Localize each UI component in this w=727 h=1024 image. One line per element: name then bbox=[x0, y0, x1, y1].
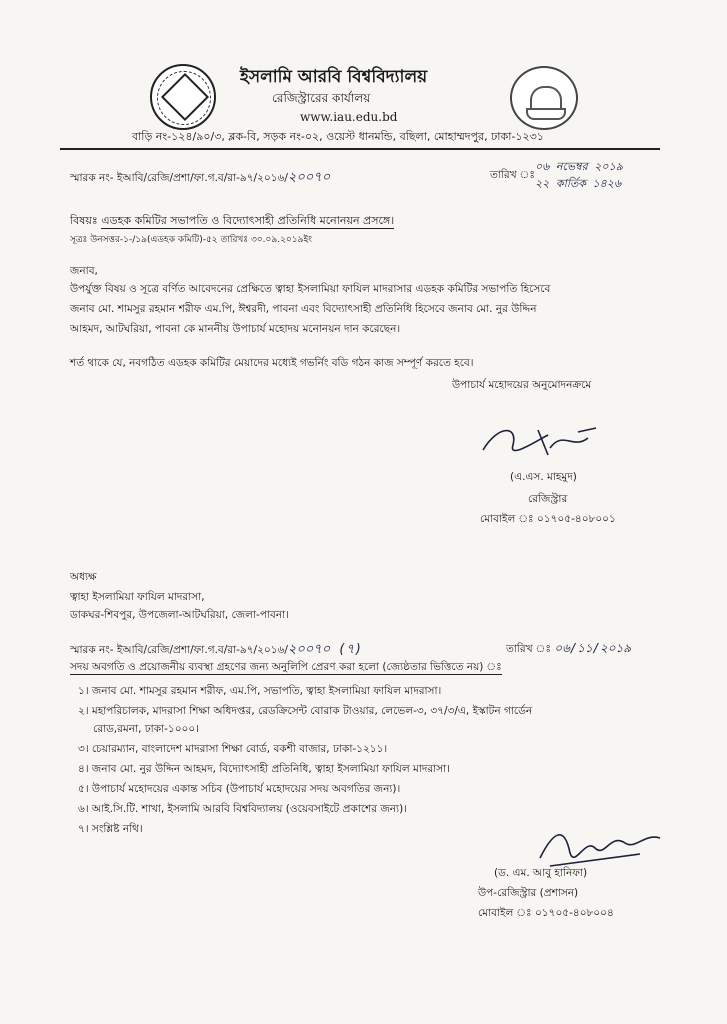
cc-item-6: ৬। আই.সি.টি. শাখা, ইসলামি আরবি বিশ্ববিদ্যালয় (ওয়েবসাইটে প্রকাশের জন্য)। bbox=[78, 803, 407, 815]
para1-line2: জনাব মো. শামসুর রহমান শরীফ এম.পি, ঈশ্বরদী, পাবনা এবং বিদ্যোৎসাহী প্রতিনিধি হিসেবে জনাব মো. নুর উদ্দিন bbox=[70, 303, 537, 315]
source-line: সূত্রঃ উনসত্তর-১-/১৯(এডহক কমিটি)-৫২ তারিখঃ ৩০.০৯.২০১৯ইং bbox=[70, 235, 313, 245]
cc-item-3: ৩। চেয়ারম্যান, বাংলাদেশ মাদরাসা শিক্ষা বোর্ড, বকশী বাজার, ঢাকা-১২১১। bbox=[78, 743, 388, 755]
signatory-1-mobile: মোবাইল ঃ ০১৭০৫-৪০৮০০১ bbox=[480, 513, 616, 525]
memo2-ref-handwritten: ২০০৭০ (৭) bbox=[287, 642, 363, 657]
address: বাড়ি নং-১২৪/৯০/৩, ব্লক-বি, সড়ক নং-০২, ওয়েস্ট ধানমন্ডি, বছিলা, মোহাম্মদপুর, ঢাকা-১২৩১ bbox=[132, 130, 544, 143]
approval-line: উপাচার্য মহোদয়ের অনুমোদনক্রমে bbox=[452, 379, 592, 391]
website: www.iau.edu.bd bbox=[300, 110, 398, 124]
header-divider bbox=[60, 148, 660, 150]
office-name: রেজিস্ট্রারের কার্যালয় bbox=[272, 91, 371, 105]
recipient-address: ডাকঘর-শিবপুর, উপজেলা-আটঘরিয়া, জেলা-পাবনা। bbox=[70, 609, 289, 621]
recipient-name: ত্বাহা ইসলামিয়া ফাযিল মাদরাসা, bbox=[70, 591, 205, 603]
university-title: ইসলামি আরবি বিশ্ববিদ্যালয় bbox=[240, 67, 428, 87]
signatory-2-mobile: মোবাইল ঃ ০১৭০৫-৪০৮০০৪ bbox=[478, 907, 614, 919]
cc-item-4: ৪। জনাব মো. নুর উদ্দিন আহমদ, বিদ্যোৎসাহী প্রতিনিধি, ত্বাহা ইসলামিয়া ফাযিল মাদরাসা। bbox=[78, 763, 450, 775]
memo2-date: তারিখ ঃ ০৬/১১/২০১৯ bbox=[506, 641, 632, 655]
memo-ref-handwritten: ২০০৭০ bbox=[287, 170, 331, 185]
cc-item-5: ৫। উপাচার্য মহোদয়ের একান্ত সচিব (উপাচার্য মহোদয়ের সদয় অবগতির জন্য)। bbox=[78, 783, 401, 795]
cc-item-2: ২। মহাপরিচালক, মাদরাসা শিক্ষা অধিদপ্তর, রেডক্রিসেন্ট বোরাক টাওয়ার, লেভেল-৩, ৩৭/৩/এ, ইস্কাটন গার্ডেন bbox=[78, 705, 533, 717]
para2: শর্ত থাকে যে, নবগঠিত এডহক কমিটির মেয়াদের মধ্যেই গভর্নিং বডি গঠন কাজ সম্পূর্ণ করতে হবে। bbox=[70, 357, 474, 369]
cc-item-7: ৭। সংশ্লিষ্ট নথি। bbox=[78, 823, 143, 835]
signature-1-scribble bbox=[478, 420, 608, 468]
signatory-1-designation: রেজিস্ট্রার bbox=[528, 493, 568, 505]
cc-heading: সদয় অবগতি ও প্রয়োজনীয় ব্যবস্থা গ্রহণের জন্য অনুলিপি প্রেরণ করা হলো (জ্যেষ্ঠতার ভিত্তিতে নয়) ঃ bbox=[70, 661, 502, 673]
subject-line: বিষয়ঃ এডহক কমিটির সভাপতি ও বিদ্যোৎসাহী প্রতিনিধি মনোনয়ন প্রসঙ্গে। bbox=[70, 214, 395, 227]
memo-date-label: তারিখ ঃ bbox=[490, 169, 535, 181]
memo2-ref: স্মারক নং- ইআবি/রেজি/প্রশা/ফা.গ.ব/রা-৯৭/২০১৬/২০০৭০ (৭) bbox=[70, 642, 363, 657]
subject-text: এডহক কমিটির সভাপতি ও বিদ্যোৎসাহী প্রতিনিধি মনোনয়ন প্রসঙ্গে। bbox=[101, 214, 395, 227]
memo-date-hand-1: ০৬ নভেম্বর ২০১৯ bbox=[535, 160, 623, 173]
para1-line1: উপর্যুক্ত বিষয় ও সূত্রে বর্ণিত আবেদনের প্রেক্ষিতে ত্বাহা ইসলামিয়া ফাযিল মাদরাসার এডহক কমিটির সভাপতি হিসেবে bbox=[70, 283, 551, 295]
cc-item-2-cont: রোড,রমনা, ঢাকা-১০০০। bbox=[93, 723, 199, 735]
signatory-2-designation: উপ-রেজিস্ট্রার (প্রশাসন) bbox=[478, 887, 579, 899]
memo-date-hand-2: ২২ কার্তিক ১৪২৬ bbox=[535, 177, 622, 190]
salutation: জনাব, bbox=[70, 265, 98, 277]
memo-ref: স্মারক নং- ইআবি/রেজি/প্রশা/ফা.গ.ব/রা-৯৭/২০১৬/২০০৭০ bbox=[70, 170, 331, 185]
recipient-title: অধ্যক্ষ bbox=[70, 571, 97, 583]
cc-item-1: ১। জনাব মো. শামসুর রহমান শরীফ, এম.পি, সভাপতি, ত্বাহা ইসলামিয়া ফাযিল মাদরাসা। bbox=[78, 685, 442, 697]
para1-line3: আহমদ, আটঘরিয়া, পাবনা কে মাননীয় উপাচার্য মহোদয় মনোনয়ন দান করেছেন। bbox=[70, 323, 401, 335]
signatory-1-name: (এ.এস. মাহমুদ) bbox=[510, 471, 577, 483]
memo2-date-hand: ০৬/১১/২০১৯ bbox=[554, 641, 632, 655]
university-seal-icon bbox=[150, 64, 216, 130]
signatory-2-name: (ড. এম. আবু হানিফা) bbox=[494, 867, 588, 879]
foundation-emblem-icon bbox=[510, 66, 578, 130]
